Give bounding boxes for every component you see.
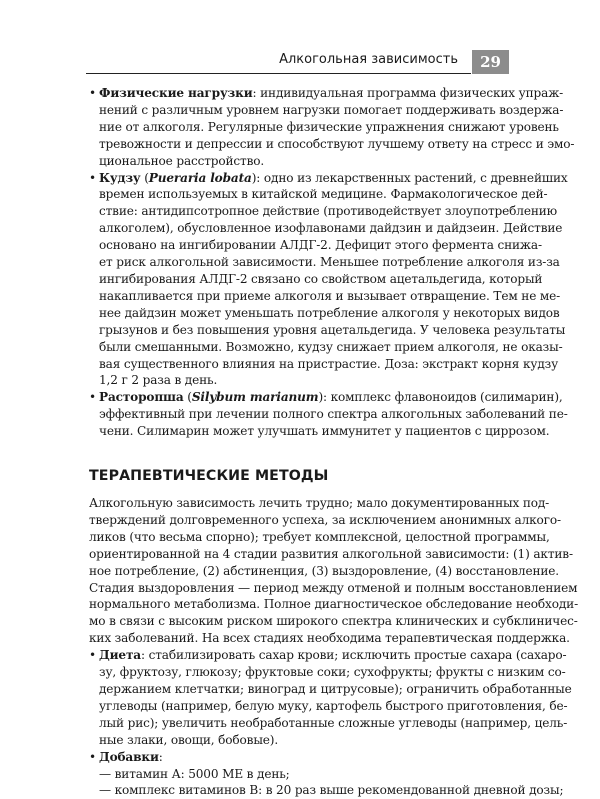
latin-milk-thistle: Silybum marianum xyxy=(191,390,319,405)
term-kudzu: Кудзу xyxy=(99,170,141,185)
supplement-item: — витамин А: 5000 МЕ в день; xyxy=(99,766,290,781)
bullet-physical-activity: • Физические нагрузки: индивидуальная программа физических упраж- нений с различным уровнем нагрузки помогает поддерживать воздержа- ние от алкоголя. Регулярные физические упражнения снижают уровень тревожности и депрессии и способствуют лучшему ответу на стресс и эмо- циональное расстройство. xyxy=(89,85,509,170)
latin-kudzu: Pueraria lobata xyxy=(148,170,252,185)
bullet-supplements: • Добавки: — витамин А: 5000 МЕ в день; — комплекс витаминов В: в 20 раз выше рекомендованной дневной дозы; xyxy=(89,749,509,799)
supplement-item: — комплекс витаминов В: в 20 раз выше рекомендованной дневной дозы; xyxy=(99,783,564,798)
term-diet: Диета xyxy=(99,648,141,663)
term-physical-activity: Физические нагрузки xyxy=(99,86,253,100)
header-rule xyxy=(86,73,471,74)
bullet-kudzu: • Кудзу (Pueraria lobata): одно из лекарственных растений, с древнейших времен используемых в китайской медицине. Фармакологическое дей- ствие: антидипсотропное действие (противодействует злоупотреблению алкоголем), обусловленное изофлавонами дайдзин и дайдзеин. Действие основано на ингибировании АЛДГ-2. Дефицит этого фермента снижа- ет риск алкогольной зависимости. Меньшее потребление алкоголя из-за ингибирования АЛДГ-2 связано со свойством ацетальдегида, который накапливается при приеме алкоголя и вызывает отвращение. Тем не ме- нее дайдзин может уменьшать потребление алкоголя у некоторых видов грызунов и без повышения уровня ацетальдегида. У человека результаты были смешанными. Возможно, кудзу снижает прием алкоголя, не оказы- вая существенного влияния на пристрастие. Доза: экстракт корня кудзу 1,2 г 2 раза в день. xyxy=(89,170,509,390)
bullet-diet: • Диета: стабилизировать сахар крови; исключить простые сахара (сахаро- зу, фруктозу, глюкозу; фруктовые соки; сухофрукты; фрукты с низким со- держанием клетчатки; виноград и цитрусовые); ограничить обработанные углеводы (например, белую муку, картофель быстрого приготовления, бе- лый рис); увеличить необработанные сложные углеводы (например, цель- ные злаки, овощи, бобовые). xyxy=(89,647,509,748)
bullet-milk-thistle: • Расторопша (Silybum marianum): комплекс флавоноидов (силимарин), эффективный при лечении полного спектра алкогольных заболеваний пе- чени. Силимарин может улучшать иммунитет у пациентов с циррозом. xyxy=(89,389,509,440)
section-heading: ТЕРАПЕВТИЧЕСКИЕ МЕТОДЫ xyxy=(89,468,329,485)
running-header-title: Алкогольная зависимость xyxy=(279,52,458,67)
term-supplements: Добавки xyxy=(99,749,159,764)
page-number: 29 xyxy=(472,50,509,74)
term-milk-thistle: Расторопша xyxy=(99,390,184,405)
page-content xyxy=(89,85,578,799)
section-paragraph: Алкогольную зависимость лечить трудно; мало документированных под- тверждений долговременного успеха, за исключением анонимных алкого- ликов (что весьма спорно); требует комплексной, целостной программы, ориентированной на 4 стадии развития алкогольной зависимости: (1) актив- ное потребление, (2) абстиненция, (3) выздоровление, (4) восстановление. Стадия выздоровления — период между отменой и полным восстановлением нормального метаболизма. Полное диагностическое обследование необходи- мо в связи с высоким риском широкого спектра клинических и субклиничес- ких заболеваний. На всех стадиях необходима терапевтическая поддержка. xyxy=(89,496,578,646)
